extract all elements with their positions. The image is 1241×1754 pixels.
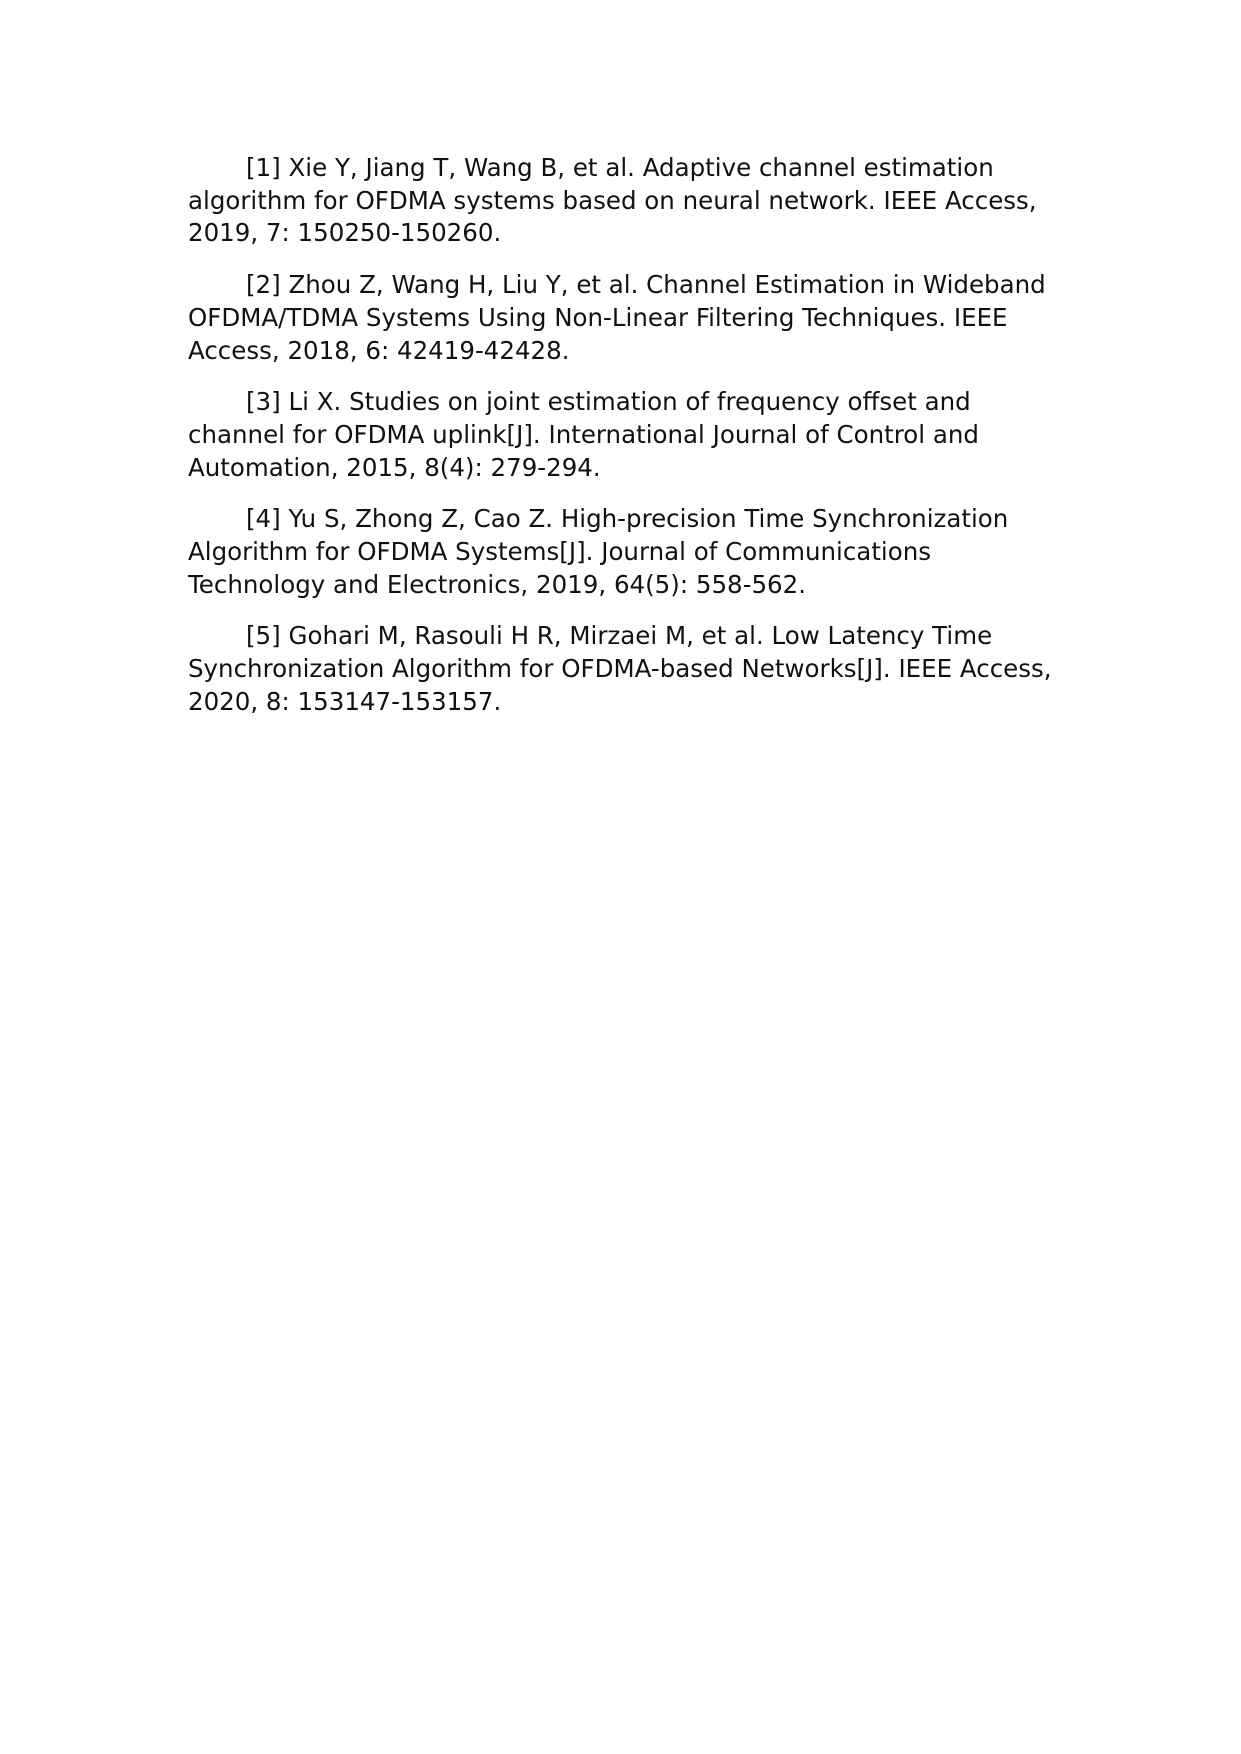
reference-1: [1] Xie Y, Jiang T, Wang B, et al. Adaptive channel estimation algorithm for OFDMA systems based on neural network. IEEE Access, 2019, 7: 150250-150260.	[188, 153, 1037, 248]
reference-5: [5] Gohari M, Rasouli H R, Mirzaei M, et al. Low Latency Time Synchronization Algorithm for OFDMA-based Networks[J]. IEEE Access, 2020, 8: 153147-153157.	[188, 621, 1052, 716]
reference-3: [3] Li X. Studies on joint estimation of frequency offset and channel for OFDMA uplink[J]. International Journal of Control and Automation, 2015, 8(4): 279-294.	[188, 387, 979, 482]
reference-list	[188, 152, 1060, 738]
reference-4: [4] Yu S, Zhong Z, Cao Z. High-precision Time Synchronization Algorithm for OFDMA Systems[J]. Journal of Communications Technology and Electronics, 2019, 64(5): 558-562.	[188, 504, 1009, 599]
reference-2: [2] Zhou Z, Wang H, Liu Y, et al. Channel Estimation in Wideband OFDMA/TDMA Systems Using Non-Linear Filtering Techniques. IEEE Access, 2018, 6: 42419-42428.	[188, 270, 1046, 365]
